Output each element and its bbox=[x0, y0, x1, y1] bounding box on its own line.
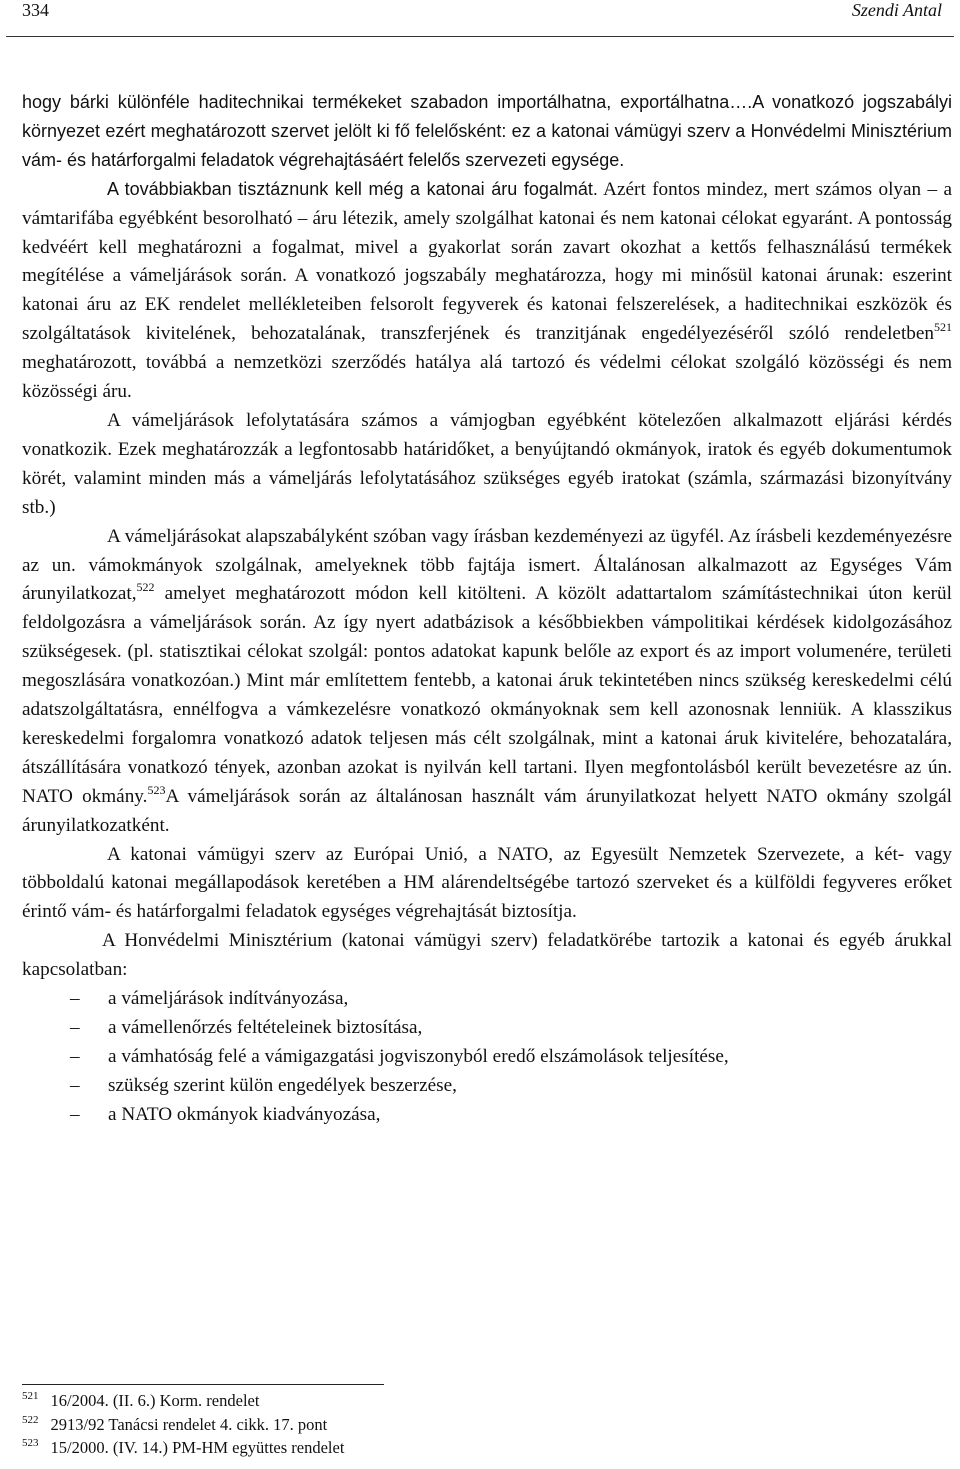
task-list bbox=[22, 985, 952, 1130]
footnote-522 bbox=[22, 1413, 344, 1437]
paragraph-4-text-a: A vámeljárásokat alapszabályként szóban vagy írásban kezdeményezi az ügyfél. Az írásbeli kezdeményezésre az un. vámokmányok szolgálnak, amelyeknek több fajtája ismert. Általánosan alkalmazott az Egységes Vám árunyilatkozat, bbox=[22, 525, 952, 605]
paragraph-2-text-b: meghatározott, továbbá a nemzetközi szerződés hatálya alá tartozó és védelmi célokat szolgáló közösségi és nem közösségi áru. bbox=[22, 352, 952, 403]
paragraph-4-text-c: A vámeljárások során az általánosan használt vám árunyilatkozat helyett NATO okmány szolgál árunyilatkozatként. bbox=[22, 785, 952, 836]
list-item bbox=[22, 1014, 952, 1043]
footnote-521 bbox=[22, 1389, 344, 1413]
paragraph-5-text: A katonai vámügyi szerv az Európai Unió, a NATO, az Egyesült Nemzetek Szervezete, a két- vagy többoldalú katonai megállapodások keretében a HM alárendeltségébe tartozó szerveket és a külföldi fegyveres erőket érintő vám- és határforgalmi feladatok egységes végrehajtását biztosítja. bbox=[22, 843, 952, 923]
footnote-text: 2913/92 Tanácsi rendelet 4. cikk. 17. pont bbox=[50, 1414, 328, 1434]
footnote-number: 523 bbox=[22, 1437, 39, 1449]
footnote-text: 15/2000. (IV. 14.) PM-HM együttes rendelet bbox=[50, 1438, 345, 1457]
paragraph-5 bbox=[22, 841, 952, 928]
footnote-rule bbox=[22, 1384, 384, 1385]
list-dash: – bbox=[70, 1103, 80, 1125]
list-dash: – bbox=[70, 1074, 80, 1096]
paragraph-4-text-b: amelyet meghatározott módon kell kitölteni. A közölt adattartalom számítástechnikai úton kerül feldolgozásra a vámeljárások során. Az így nyert adatbázisok a későbbiekben vámpolitikai kérdések kidolgozásához szükségesek. (pl. statisztikai célokat szolgál: pontos adatokat kapunk belőle az export és az import volumenére, területi megoszlására vonatkozóan.) Mint már említettem fentebb, a katonai áruk tekintetében nincs szükség kereskedelmi célú adatszolgáltatásra, ennélfogva a vámkezelésre vonatkozó okmányoknak sem kell azonosnak lenniük. A klasszikus kereskedelmi forgalomra vonatkozó adatok teljesen más célt szolgálnak, mint a katonai áruk kivitelére, behozatalára, átszállítására vonatkozó tények, azonban azokat is nyilván kell tartani. Ilyen megfontolásból került bevezetésre az ún. NATO okmány. bbox=[22, 583, 952, 807]
list-item-text: a NATO okmányok kiadványozása, bbox=[108, 1103, 381, 1125]
footnote-523 bbox=[22, 1436, 344, 1460]
list-item-text: szükség szerint külön engedélyek beszerzése, bbox=[108, 1074, 457, 1096]
list-item-text: a vámhatóság felé a vámigazgatási jogviszonyból eredő elszámolások teljesítése, bbox=[108, 1045, 729, 1067]
paragraph-6-text: A Honvédelmi Minisztérium (katonai vámügyi szerv) feladatkörébe tartozik a katonai és egyéb árukkal kapcsolatban: bbox=[22, 930, 952, 981]
list-item-text: a vámeljárások indítványozása, bbox=[108, 988, 349, 1010]
paragraph-1 bbox=[22, 88, 952, 175]
footnote-number: 522 bbox=[22, 1413, 39, 1426]
list-item bbox=[22, 985, 952, 1014]
header-rule bbox=[6, 36, 954, 37]
paragraph-4 bbox=[22, 523, 952, 841]
paragraph-3 bbox=[22, 407, 952, 523]
body-text bbox=[22, 88, 952, 1130]
paragraph-6 bbox=[22, 927, 952, 985]
paragraph-2-text-a: Azért fontos mindez, mert számos olyan – a vámtarifába egyébként besorolható – áru létezik, amely szolgálhat katonai és nem katonai célokat egyaránt. A pontosság kedvéért kell meghatározni a fogalmat, mivel a gyakorlat során zavart okozhat a kettős felhasználású termékek megítélése a vámeljárások során. A vonatkozó jogszabály meghatározza, hogy mi minősül katonai árunak: eszerint katonai áru az EK rendelet mellékleteiben felsorolt fegyverek és katonai felszerelések, a haditechnikai eszközök és szolgáltatások kivitelének, behozatalának, transzferjének és tranzitjának engedélyezéséről szóló rendeletben bbox=[22, 178, 952, 345]
footnotes bbox=[22, 1389, 344, 1460]
paragraph-1-text: hogy bárki különféle haditechnikai termékeket szabadon importálhatna, exportálhatna….A vonatkozó jogszabályi környezet ezért meghatározott szervet jelölt ki fő felelősként: ez a katonai vámügyi szerv a Honvédelmi Minisztérium vám- és határforgalmi feladatok végrehajtásáért felelős szervezeti egysége. bbox=[22, 92, 952, 170]
footnote-ref-521[interactable]: 521 bbox=[934, 320, 952, 335]
list-item bbox=[22, 1101, 952, 1130]
list-dash: – bbox=[70, 1017, 80, 1038]
running-head: Szendi Antal bbox=[851, 0, 942, 20]
page-number: 334 bbox=[22, 0, 49, 20]
list-dash: – bbox=[70, 988, 80, 1010]
footnote-text: 16/2004. (II. 6.) Korm. rendelet bbox=[50, 1391, 260, 1410]
page-header bbox=[22, 0, 942, 28]
list-dash: – bbox=[70, 1045, 80, 1067]
paragraph-2-lead: A továbbiakban tisztáznunk kell még a katonai áru fogalmát. bbox=[107, 178, 598, 199]
list-item bbox=[22, 1072, 952, 1101]
footnote-ref-523[interactable]: 523 bbox=[147, 782, 166, 797]
paragraph-3-text: A vámeljárások lefolytatására számos a vámjogban egyébként kötelezően alkalmazott eljárási kérdés vonatkozik. Ezek meghatározzák a legfontosabb határidőket, a benyújtandó okmányok, iratok és egyéb dokumentumok körét, valamint minden más a vámeljárás lefolytatásához szükséges egyéb iratokat (számla, származási bizonyítvány stb.) bbox=[22, 409, 952, 518]
list-item-text: a vámellenőrzés feltételeinek biztosítása, bbox=[108, 1017, 423, 1038]
footnote-number: 521 bbox=[22, 1390, 39, 1402]
footnote-ref-522[interactable]: 522 bbox=[136, 580, 155, 595]
list-item bbox=[22, 1043, 952, 1072]
paragraph-2 bbox=[22, 175, 952, 407]
